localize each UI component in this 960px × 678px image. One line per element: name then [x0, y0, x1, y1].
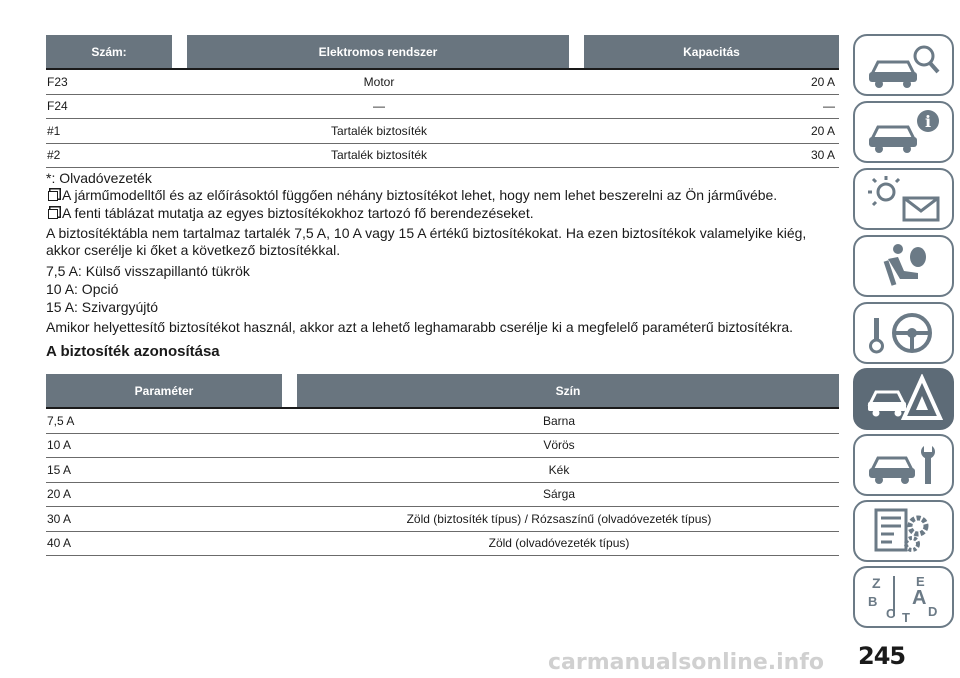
cell-color: Zöld (olvadóvezeték típus) — [488, 536, 630, 551]
bullet-text: A fenti táblázat mutatja az egyes biztosítékokhoz tartozó fő berendezéseket. — [62, 205, 534, 221]
car-service-wrench-icon — [864, 440, 944, 490]
cell-number: #1 — [47, 123, 61, 138]
cell-capacity: 20 A — [810, 123, 835, 138]
index-letter: D — [927, 604, 937, 619]
spare-line: 10 A: Opció — [46, 281, 119, 297]
table-row — [46, 95, 839, 120]
spare-line: 15 A: Szivargyújtó — [46, 299, 159, 315]
nav-tab-service[interactable] — [853, 434, 954, 496]
cell-parameter: 15 A — [47, 462, 72, 477]
table-row — [46, 532, 839, 557]
nav-tab-breakdown[interactable] — [853, 368, 954, 430]
nav-tab-car-info[interactable] — [853, 101, 954, 163]
cell-parameter: 7,5 A — [47, 413, 75, 428]
footnote: *: Olvadóvezeték — [46, 170, 152, 186]
closing-paragraph: Amikor helyettesítő biztosítékot használ, akkor azt a lehető leghamarabb cserélje ki a megfelelő paraméterű biztosítékra. — [46, 319, 794, 335]
steering-key-icon — [864, 308, 944, 358]
cell-color: Zöld (biztosíték típus) / Rózsaszínű (olvadóvezeték típus) — [406, 511, 712, 526]
nav-tab-car-search[interactable] — [853, 34, 954, 96]
color-table-header — [46, 374, 839, 407]
fuse-table — [46, 35, 839, 168]
cell-capacity: 20 A — [810, 74, 835, 89]
cell-parameter: 30 A — [47, 511, 72, 526]
checkbox-bullet-icon — [48, 191, 58, 201]
alphabetical-index-icon — [864, 572, 944, 622]
svg-text:i: i — [924, 112, 931, 131]
cell-system: Tartalék biztosíték — [330, 148, 428, 163]
nav-tab-index[interactable] — [853, 566, 954, 628]
header-electrical-system: Elektromos rendszer — [187, 35, 569, 68]
cell-capacity: — — [823, 99, 835, 114]
index-letter: C — [885, 606, 895, 621]
specifications-gear-icon — [864, 506, 944, 556]
cell-color: Barna — [542, 413, 576, 428]
table-row — [46, 70, 839, 95]
cell-capacity: 30 A — [810, 148, 835, 163]
paragraph: A biztosítéktábla nem tartalmaz tartalék 7,5 A, 10 A vagy 15 A értékű biztosítékokat. Ha ezen biztosítékok valamelyike kiég, akkor cserélje ki őket a következő biztosítékkal. — [46, 225, 807, 258]
cell-number: #2 — [47, 148, 61, 163]
car-breakdown-warning-icon — [864, 374, 944, 424]
table-row — [46, 458, 839, 483]
index-letter: A — [911, 587, 926, 609]
table-row — [46, 144, 839, 169]
page-number: 245 — [858, 642, 906, 670]
table-row — [46, 409, 839, 434]
nav-tab-airbag-seat[interactable] — [853, 235, 954, 297]
warning-lights-message-icon — [864, 174, 944, 224]
bullet-text: A járműmodelltől és az előírásoktól függően néhány biztosítékot lehet, hogy nem lehet beszerelni az Ön járművébe. — [62, 187, 778, 203]
cell-parameter: 20 A — [47, 487, 72, 502]
nav-tab-specifications[interactable] — [853, 500, 954, 562]
index-letter: Z — [871, 575, 881, 591]
header-capacity: Kapacitás — [584, 35, 839, 68]
watermark: carmanualsonline.info — [548, 650, 824, 675]
index-letter: T — [901, 610, 910, 622]
bullet-item — [46, 205, 836, 222]
index-letter: E — [915, 574, 925, 589]
cell-color: Vörös — [543, 438, 575, 453]
header-color: Szín — [297, 374, 839, 407]
cell-system: Motor — [363, 74, 395, 89]
car-search-icon — [864, 40, 944, 90]
section-heading: A biztosíték azonosítása — [46, 343, 220, 360]
cell-color: Kék — [548, 462, 570, 477]
airbag-seat-icon — [864, 241, 944, 291]
cell-color: Sárga — [542, 487, 576, 502]
cell-parameter: 10 A — [47, 438, 72, 453]
cell-number: F24 — [47, 99, 68, 114]
cell-system: Tartalék biztosíték — [330, 123, 428, 138]
header-parameter: Paraméter — [46, 374, 282, 407]
header-number: Szám: — [46, 35, 172, 68]
index-letter: B — [867, 594, 877, 609]
bullet-item — [46, 187, 836, 204]
spare-line: 7,5 A: Külső visszapillantó tükrök — [46, 263, 250, 279]
cell-system: — — [373, 99, 385, 114]
table-row — [46, 507, 839, 532]
car-info-icon — [864, 107, 944, 157]
nav-tab-warning-lights[interactable] — [853, 168, 954, 230]
table-row — [46, 483, 839, 508]
cell-parameter: 40 A — [47, 536, 72, 551]
table-row — [46, 119, 839, 144]
nav-tab-steering-key[interactable] — [853, 302, 954, 364]
fuse-table-header — [46, 35, 839, 68]
cell-number: F23 — [47, 74, 68, 89]
table-row — [46, 434, 839, 459]
color-table — [46, 374, 839, 556]
checkbox-bullet-icon — [48, 209, 58, 219]
